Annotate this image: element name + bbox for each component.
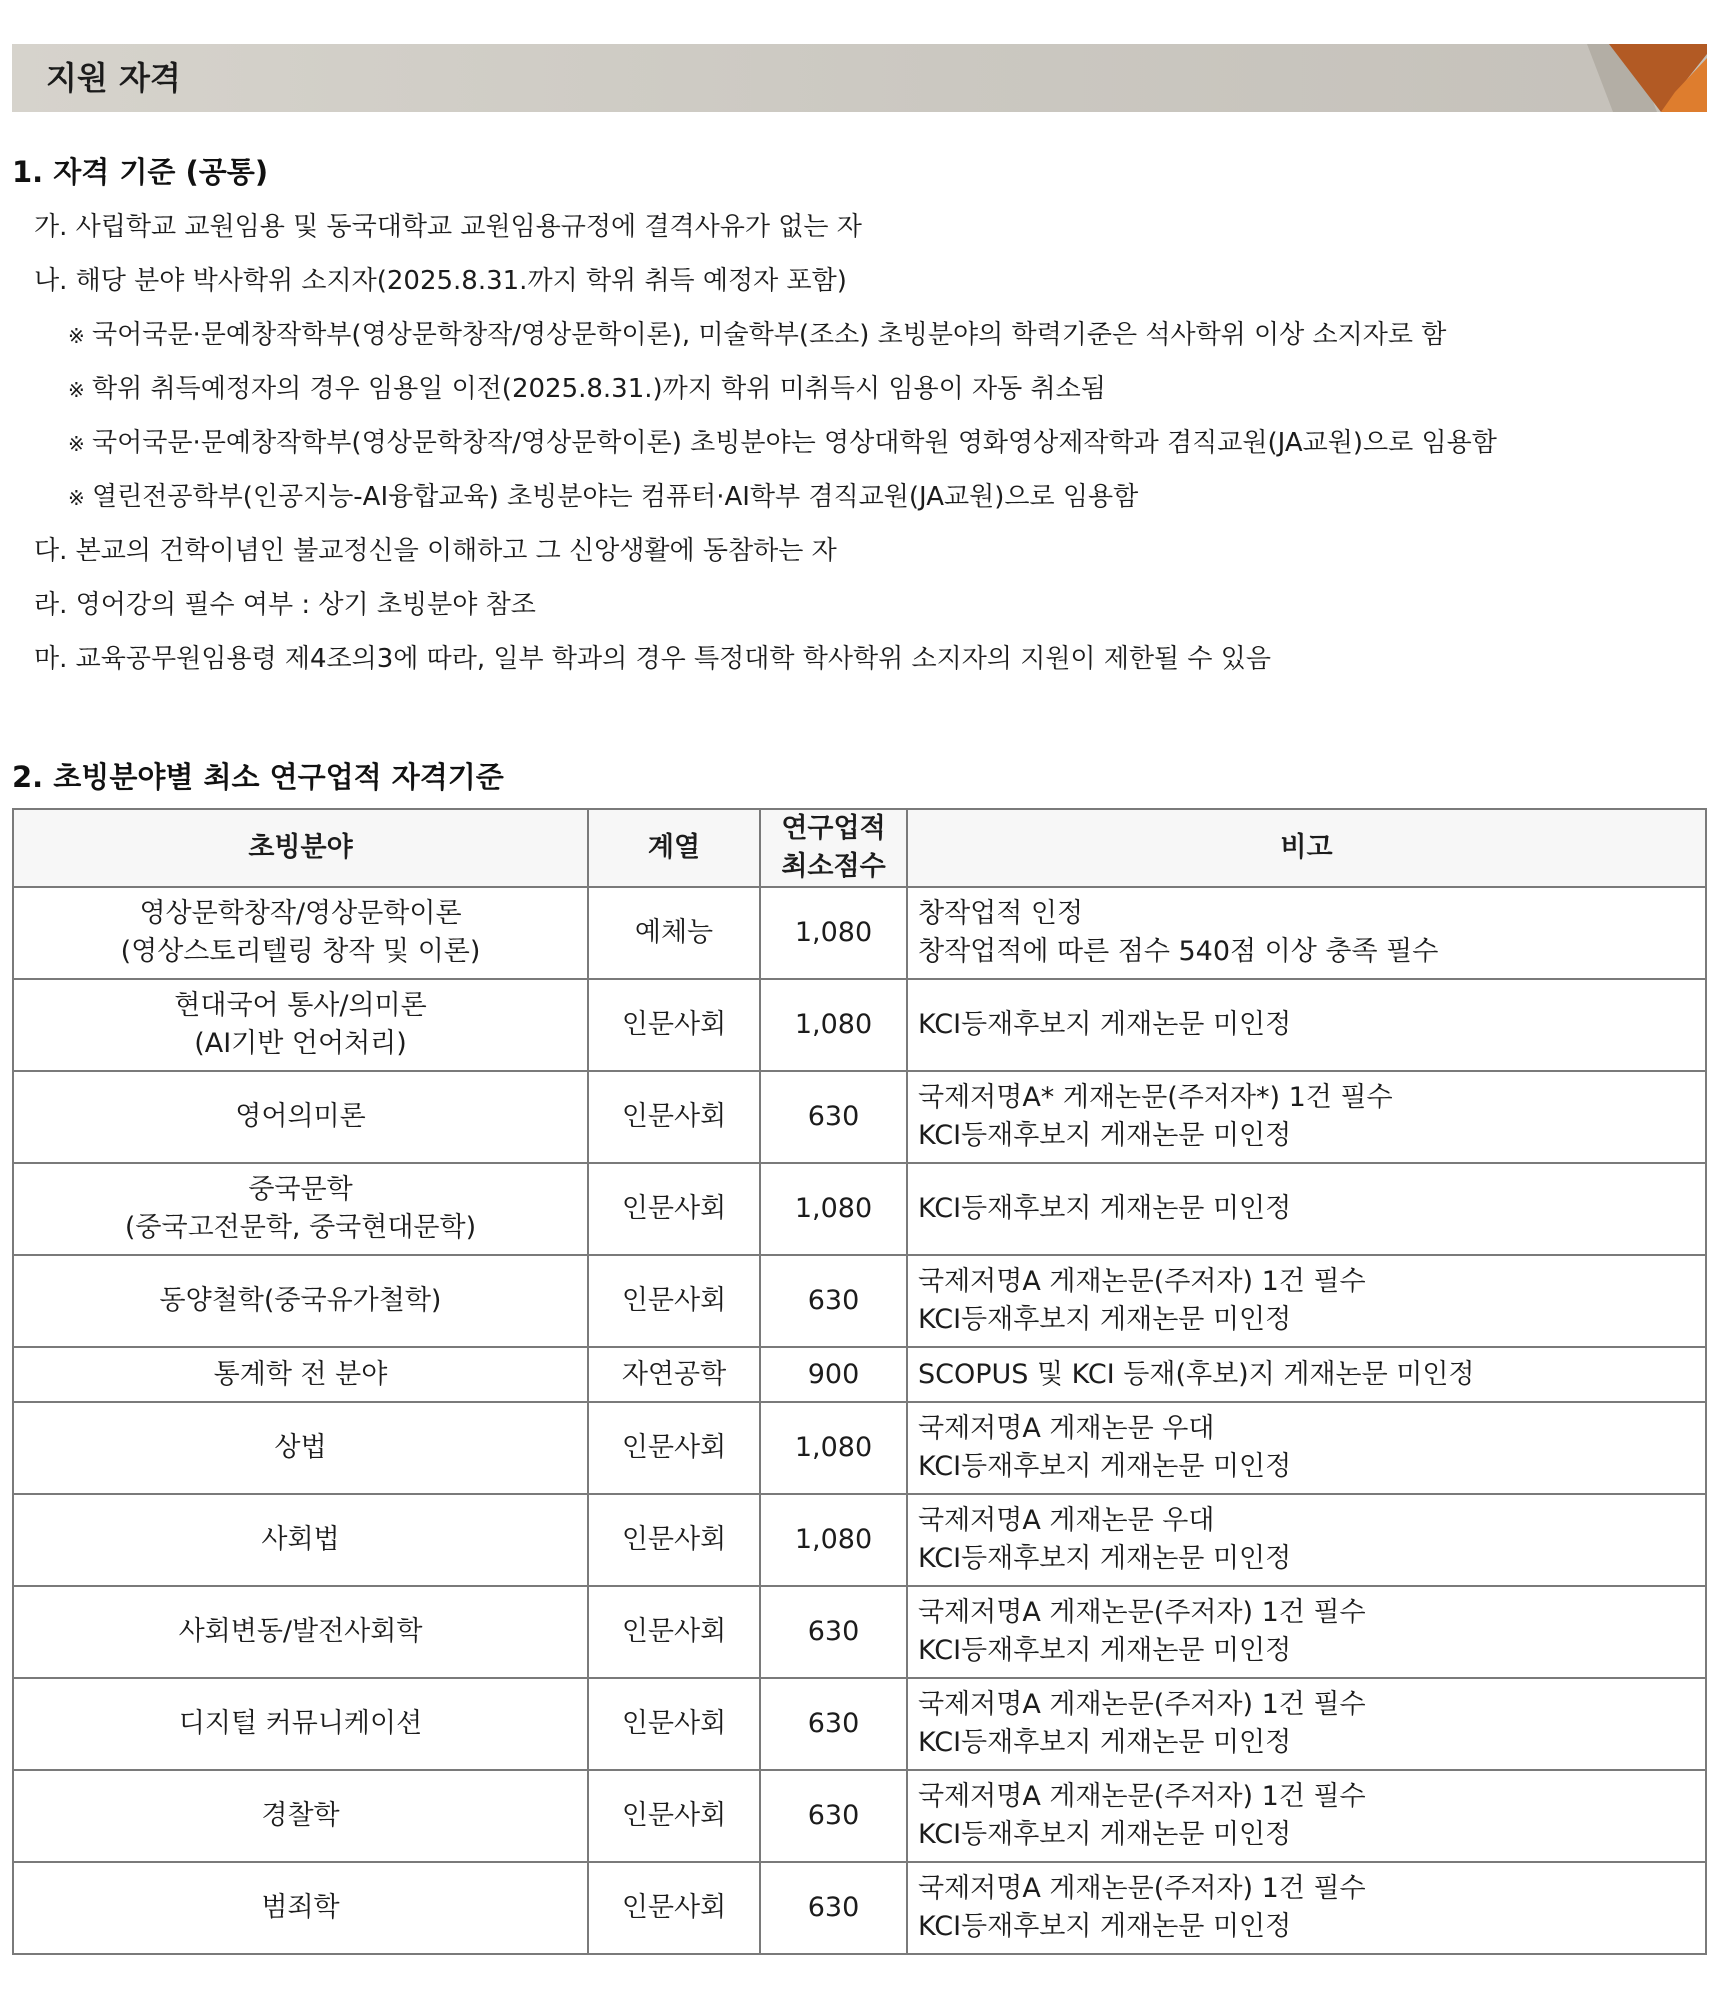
note-line: KCI등재후보지 게재논문 미인정	[918, 1911, 1292, 1942]
cell-note	[907, 1678, 1706, 1770]
banner-decoration-icon	[1587, 44, 1707, 112]
field-line: (영상스토리텔링 창작 및 이론)	[120, 936, 481, 967]
header-field: 초빙분야	[13, 809, 588, 887]
field-line: 디지털 커뮤니케이션	[178, 1708, 423, 1739]
cell-min-score: 1,080	[760, 1163, 907, 1255]
field-line: 사회변동/발전사회학	[178, 1616, 423, 1647]
qualification-note	[34, 362, 1497, 416]
note-mark-icon: ※	[68, 486, 85, 510]
cell-note	[907, 1862, 1706, 1954]
field-line: 통계학 전 분야	[213, 1358, 388, 1390]
cell-category: 인문사회	[588, 1586, 760, 1678]
note-line: KCI등재후보지 게재논문 미인정	[918, 1543, 1292, 1574]
banner-title: 지원 자격	[46, 59, 181, 97]
table-row	[13, 1862, 1706, 1954]
note-line: KCI등재후보지 게재논문 미인정	[918, 1009, 1292, 1040]
field-line: 상법	[274, 1432, 327, 1463]
qualification-text: 라. 영어강의 필수 여부 : 상기 초빙분야 참조	[34, 590, 536, 620]
qualification-text: 학위 취득예정자의 경우 임용일 이전(2025.8.31.)까지 학위 미취득시 임용이 자동 취소됨	[92, 374, 1106, 404]
field-line: 영어의미론	[235, 1101, 366, 1132]
cell-note	[907, 1347, 1706, 1402]
cell-min-score: 630	[760, 1255, 907, 1347]
cell-min-score: 630	[760, 1678, 907, 1770]
cell-note	[907, 1494, 1706, 1586]
note-line: 국제저명A 게재논문(주저자) 1건 필수	[918, 1597, 1366, 1628]
cell-field	[13, 887, 588, 979]
qualification-item	[34, 254, 1497, 308]
qualification-text: 국어국문·문예창작학부(영상문학창작/영상문학이론) 초빙분야는 영상대학원 영화영상제작학과 겸직교원(JA교원)으로 임용함	[92, 428, 1497, 458]
cell-field	[13, 1862, 588, 1954]
table-row	[13, 1071, 1706, 1163]
qualification-text: 국어국문·문예창작학부(영상문학창작/영상문학이론), 미술학부(조소) 초빙분야의 학력기준은 석사학위 이상 소지자로 함	[92, 320, 1447, 350]
cell-category: 인문사회	[588, 1494, 760, 1586]
note-line: 창작업적에 따른 점수 540점 이상 충족 필수	[918, 936, 1439, 967]
cell-min-score: 1,080	[760, 887, 907, 979]
note-line: KCI등재후보지 게재논문 미인정	[918, 1120, 1292, 1151]
section1-heading: 1. 자격 기준 (공통)	[12, 155, 269, 189]
field-line: 범죄학	[261, 1892, 340, 1923]
table-row	[13, 1586, 1706, 1678]
section2-heading: 2. 초빙분야별 최소 연구업적 자격기준	[12, 760, 504, 794]
cell-note	[907, 1402, 1706, 1494]
cell-min-score: 1,080	[760, 1402, 907, 1494]
note-mark-icon: ※	[68, 378, 85, 402]
table-header-row	[13, 809, 1706, 887]
qualification-list	[34, 200, 1497, 686]
table-row	[13, 887, 1706, 979]
cell-note	[907, 979, 1706, 1071]
qualification-text: 열린전공학부(인공지능-AI융합교육) 초빙분야는 컴퓨터·AI학부 겸직교원(JA교원)으로 임용함	[92, 482, 1139, 512]
cell-min-score: 630	[760, 1862, 907, 1954]
qualification-text: 마. 교육공무원임용령 제4조의3에 따라, 일부 학과의 경우 특정대학 학사학위 소지자의 지원이 제한될 수 있음	[34, 644, 1272, 674]
cell-category: 인문사회	[588, 1402, 760, 1494]
table-row	[13, 1347, 1706, 1402]
header-note: 비고	[907, 809, 1706, 887]
field-line: 현대국어 통사/의미론	[174, 990, 427, 1021]
qualification-note	[34, 308, 1497, 362]
cell-category: 인문사회	[588, 1770, 760, 1862]
field-line: 중국문학	[248, 1174, 353, 1205]
cell-category: 인문사회	[588, 1678, 760, 1770]
table-row	[13, 1163, 1706, 1255]
cell-category: 인문사회	[588, 1255, 760, 1347]
qualification-text: 나. 해당 분야 박사학위 소지자(2025.8.31.까지 학위 취득 예정자 포함)	[34, 266, 847, 296]
note-line: KCI등재후보지 게재논문 미인정	[918, 1451, 1292, 1482]
cell-note	[907, 1071, 1706, 1163]
cell-field	[13, 1494, 588, 1586]
note-line: KCI등재후보지 게재논문 미인정	[918, 1304, 1292, 1335]
cell-field	[13, 1255, 588, 1347]
field-line: 사회법	[261, 1524, 340, 1555]
table-row	[13, 1770, 1706, 1862]
note-line: KCI등재후보지 게재논문 미인정	[918, 1193, 1292, 1224]
field-line: (중국고전문학, 중국현대문학)	[124, 1212, 477, 1243]
cell-note	[907, 1255, 1706, 1347]
field-line: (AI기반 언어처리)	[194, 1028, 407, 1059]
cell-field	[13, 1770, 588, 1862]
cell-field	[13, 1586, 588, 1678]
cell-field	[13, 1071, 588, 1163]
note-line: 국제저명A 게재논문(주저자) 1건 필수	[918, 1689, 1366, 1720]
qualification-text: 가. 사립학교 교원임용 및 동국대학교 교원임용규정에 결격사유가 없는 자	[34, 212, 862, 242]
note-line: KCI등재후보지 게재논문 미인정	[918, 1635, 1292, 1666]
cell-min-score: 1,080	[760, 979, 907, 1071]
note-line: KCI등재후보지 게재논문 미인정	[918, 1819, 1292, 1850]
note-line: 국제저명A 게재논문(주저자) 1건 필수	[918, 1873, 1366, 1904]
cell-field	[13, 1402, 588, 1494]
table-row	[13, 1678, 1706, 1770]
table-body	[13, 887, 1706, 1954]
header-category: 계열	[588, 809, 760, 887]
header-min-score	[760, 809, 907, 887]
cell-field	[13, 1347, 588, 1402]
qualification-note	[34, 416, 1497, 470]
qualification-text: 다. 본교의 건학이념인 불교정신을 이해하고 그 신앙생활에 동참하는 자	[34, 536, 837, 566]
cell-note	[907, 1163, 1706, 1255]
qualification-item	[34, 632, 1497, 686]
cell-note	[907, 1770, 1706, 1862]
cell-min-score: 1,080	[760, 1494, 907, 1586]
qualification-item	[34, 200, 1497, 254]
note-line: 국제저명A 게재논문(주저자) 1건 필수	[918, 1266, 1366, 1297]
cell-category: 예체능	[588, 887, 760, 979]
note-line: 국제저명A 게재논문(주저자) 1건 필수	[918, 1781, 1366, 1812]
cell-min-score: 630	[760, 1586, 907, 1678]
research-requirements-table	[12, 808, 1707, 1955]
note-mark-icon: ※	[68, 324, 85, 348]
note-line: SCOPUS 및 KCI 등재(후보)지 게재논문 미인정	[918, 1358, 1475, 1390]
cell-min-score: 630	[760, 1071, 907, 1163]
qualification-note	[34, 470, 1497, 524]
table-row	[13, 1255, 1706, 1347]
cell-category: 인문사회	[588, 1071, 760, 1163]
cell-category: 인문사회	[588, 1862, 760, 1954]
cell-category: 인문사회	[588, 1163, 760, 1255]
cell-note	[907, 1586, 1706, 1678]
table-row	[13, 1494, 1706, 1586]
field-line: 영상문학창작/영상문학이론	[139, 898, 462, 929]
cell-min-score: 900	[760, 1347, 907, 1402]
field-line: 경찰학	[261, 1800, 340, 1831]
field-line: 동양철학(중국유가철학)	[159, 1285, 442, 1316]
note-line: 국제저명A 게재논문 우대	[918, 1413, 1215, 1444]
cell-min-score: 630	[760, 1770, 907, 1862]
note-line: KCI등재후보지 게재논문 미인정	[918, 1727, 1292, 1758]
qualification-item	[34, 578, 1497, 632]
table-row	[13, 1402, 1706, 1494]
page	[12, 44, 1707, 1942]
cell-field	[13, 1678, 588, 1770]
table-row	[13, 979, 1706, 1071]
qualification-item	[34, 524, 1497, 578]
cell-field	[13, 979, 588, 1071]
note-mark-icon: ※	[68, 432, 85, 456]
cell-note	[907, 887, 1706, 979]
cell-category: 인문사회	[588, 979, 760, 1071]
cell-category: 자연공학	[588, 1347, 760, 1402]
note-line: 국제저명A* 게재논문(주저자*) 1건 필수	[918, 1082, 1393, 1113]
header-min-score-line1: 연구업적	[781, 813, 886, 844]
section-banner	[12, 44, 1707, 112]
cell-field	[13, 1163, 588, 1255]
header-min-score-line2: 최소점수	[781, 851, 886, 882]
note-line: 국제저명A 게재논문 우대	[918, 1505, 1215, 1536]
note-line: 창작업적 인정	[918, 898, 1084, 929]
